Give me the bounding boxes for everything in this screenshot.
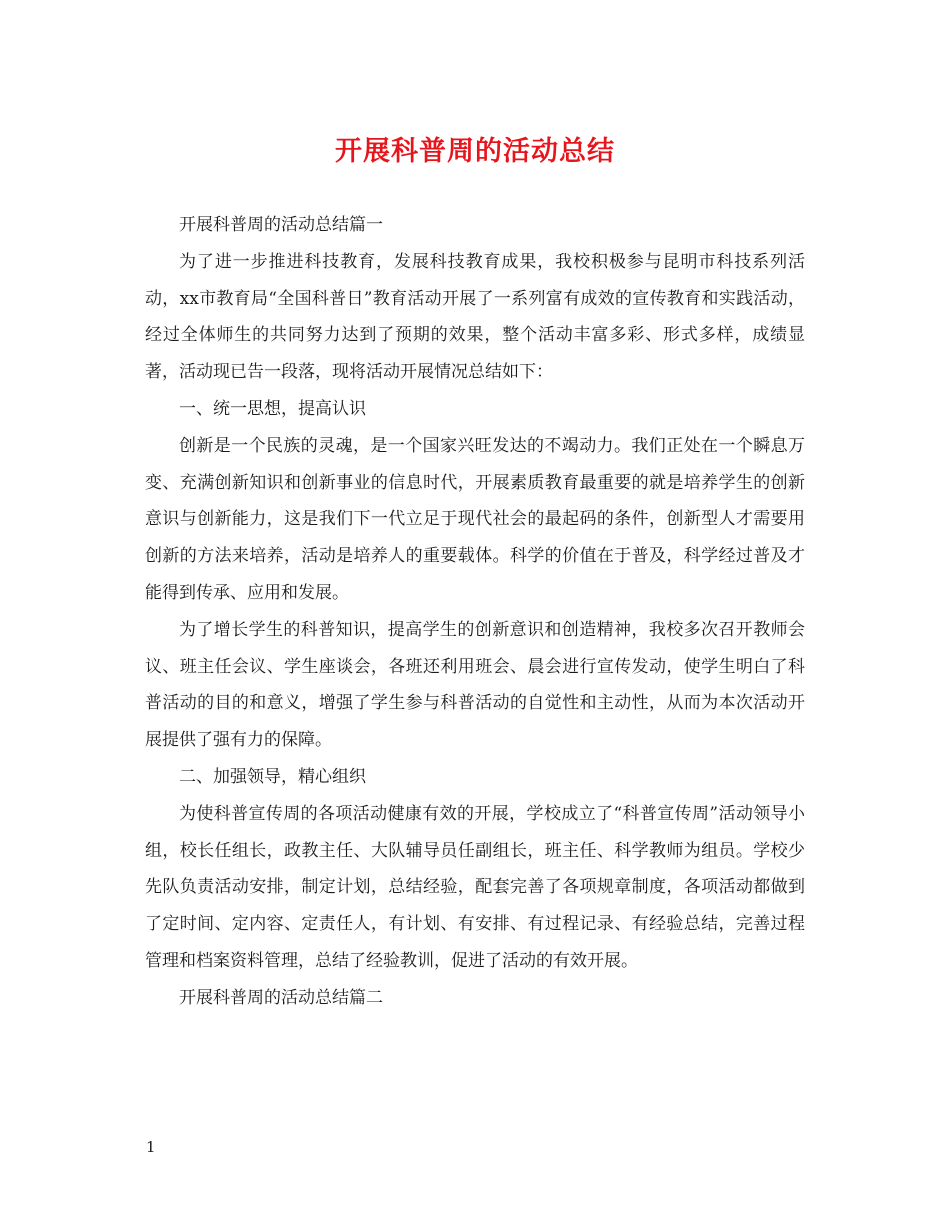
section-heading: 一、统一思想，提高认识 [179, 398, 366, 419]
document-title: 开展科普周的活动总结 [335, 136, 615, 167]
section-heading: 二、加强领导，精心组织 [179, 766, 366, 787]
section-heading: 开展科普周的活动总结篇二 [179, 987, 383, 1008]
page-number: 1 [146, 1138, 156, 1156]
paragraph: 为了增长学生的科普知识，提高学生的创新意识和创造精神，我校多次召开教师会议、班主任会议、学生座谈会，各班还利用班会、晨会进行宣传发动，使学生明白了科普活动的目的和意义，增强了学生参与科普活动的自觉性和主动性，从而为本次活动开展提供了强有力的保障。 [145, 619, 805, 751]
paragraph: 创新是一个民族的灵魂，是一个国家兴旺发达的不竭动力。我们正处在一个瞬息万变、充满创新知识和创新事业的信息时代，开展素质教育最重要的就是培养学生的创新意识与创新能力，这是我们下一代立足于现代社会的最起码的条件，创新型人才需要用创新的方法来培养，活动是培养人的重要载体。科学的价值在于普及，科学经过普及才能得到传承、应用和发展。 [145, 435, 805, 603]
paragraph: 为了进一步推进科技教育，发展科技教育成果，我校积极参与昆明市科技系列活动，xx市教育局“全国科普日”教育活动开展了一系列富有成效的宣传教育和实践活动，经过全体师生的共同努力达到了预期的效果，整个活动丰富多彩、形式多样，成绩显著，活动现已告一段落，现将活动开展情况总结如下： [145, 251, 805, 383]
section-heading: 开展科普周的活动总结篇一 [179, 215, 383, 235]
document-body [145, 207, 805, 1017]
paragraph: 为使科普宣传周的各项活动健康有效的开展，学校成立了“科普宣传周”活动领导小组，校长任组长，政教主任、大队辅导员任副组长，班主任、科学教师为组员。学校少先队负责活动安排，制定计划，总结经验，配套完善了各项规章制度，各项活动都做到了定时间、定内容、定责任人，有计划、有安排、有过程记录、有经验总结，完善过程管理和档案资料管理，总结了经验教训，促进了活动的有效开展。 [145, 803, 805, 971]
